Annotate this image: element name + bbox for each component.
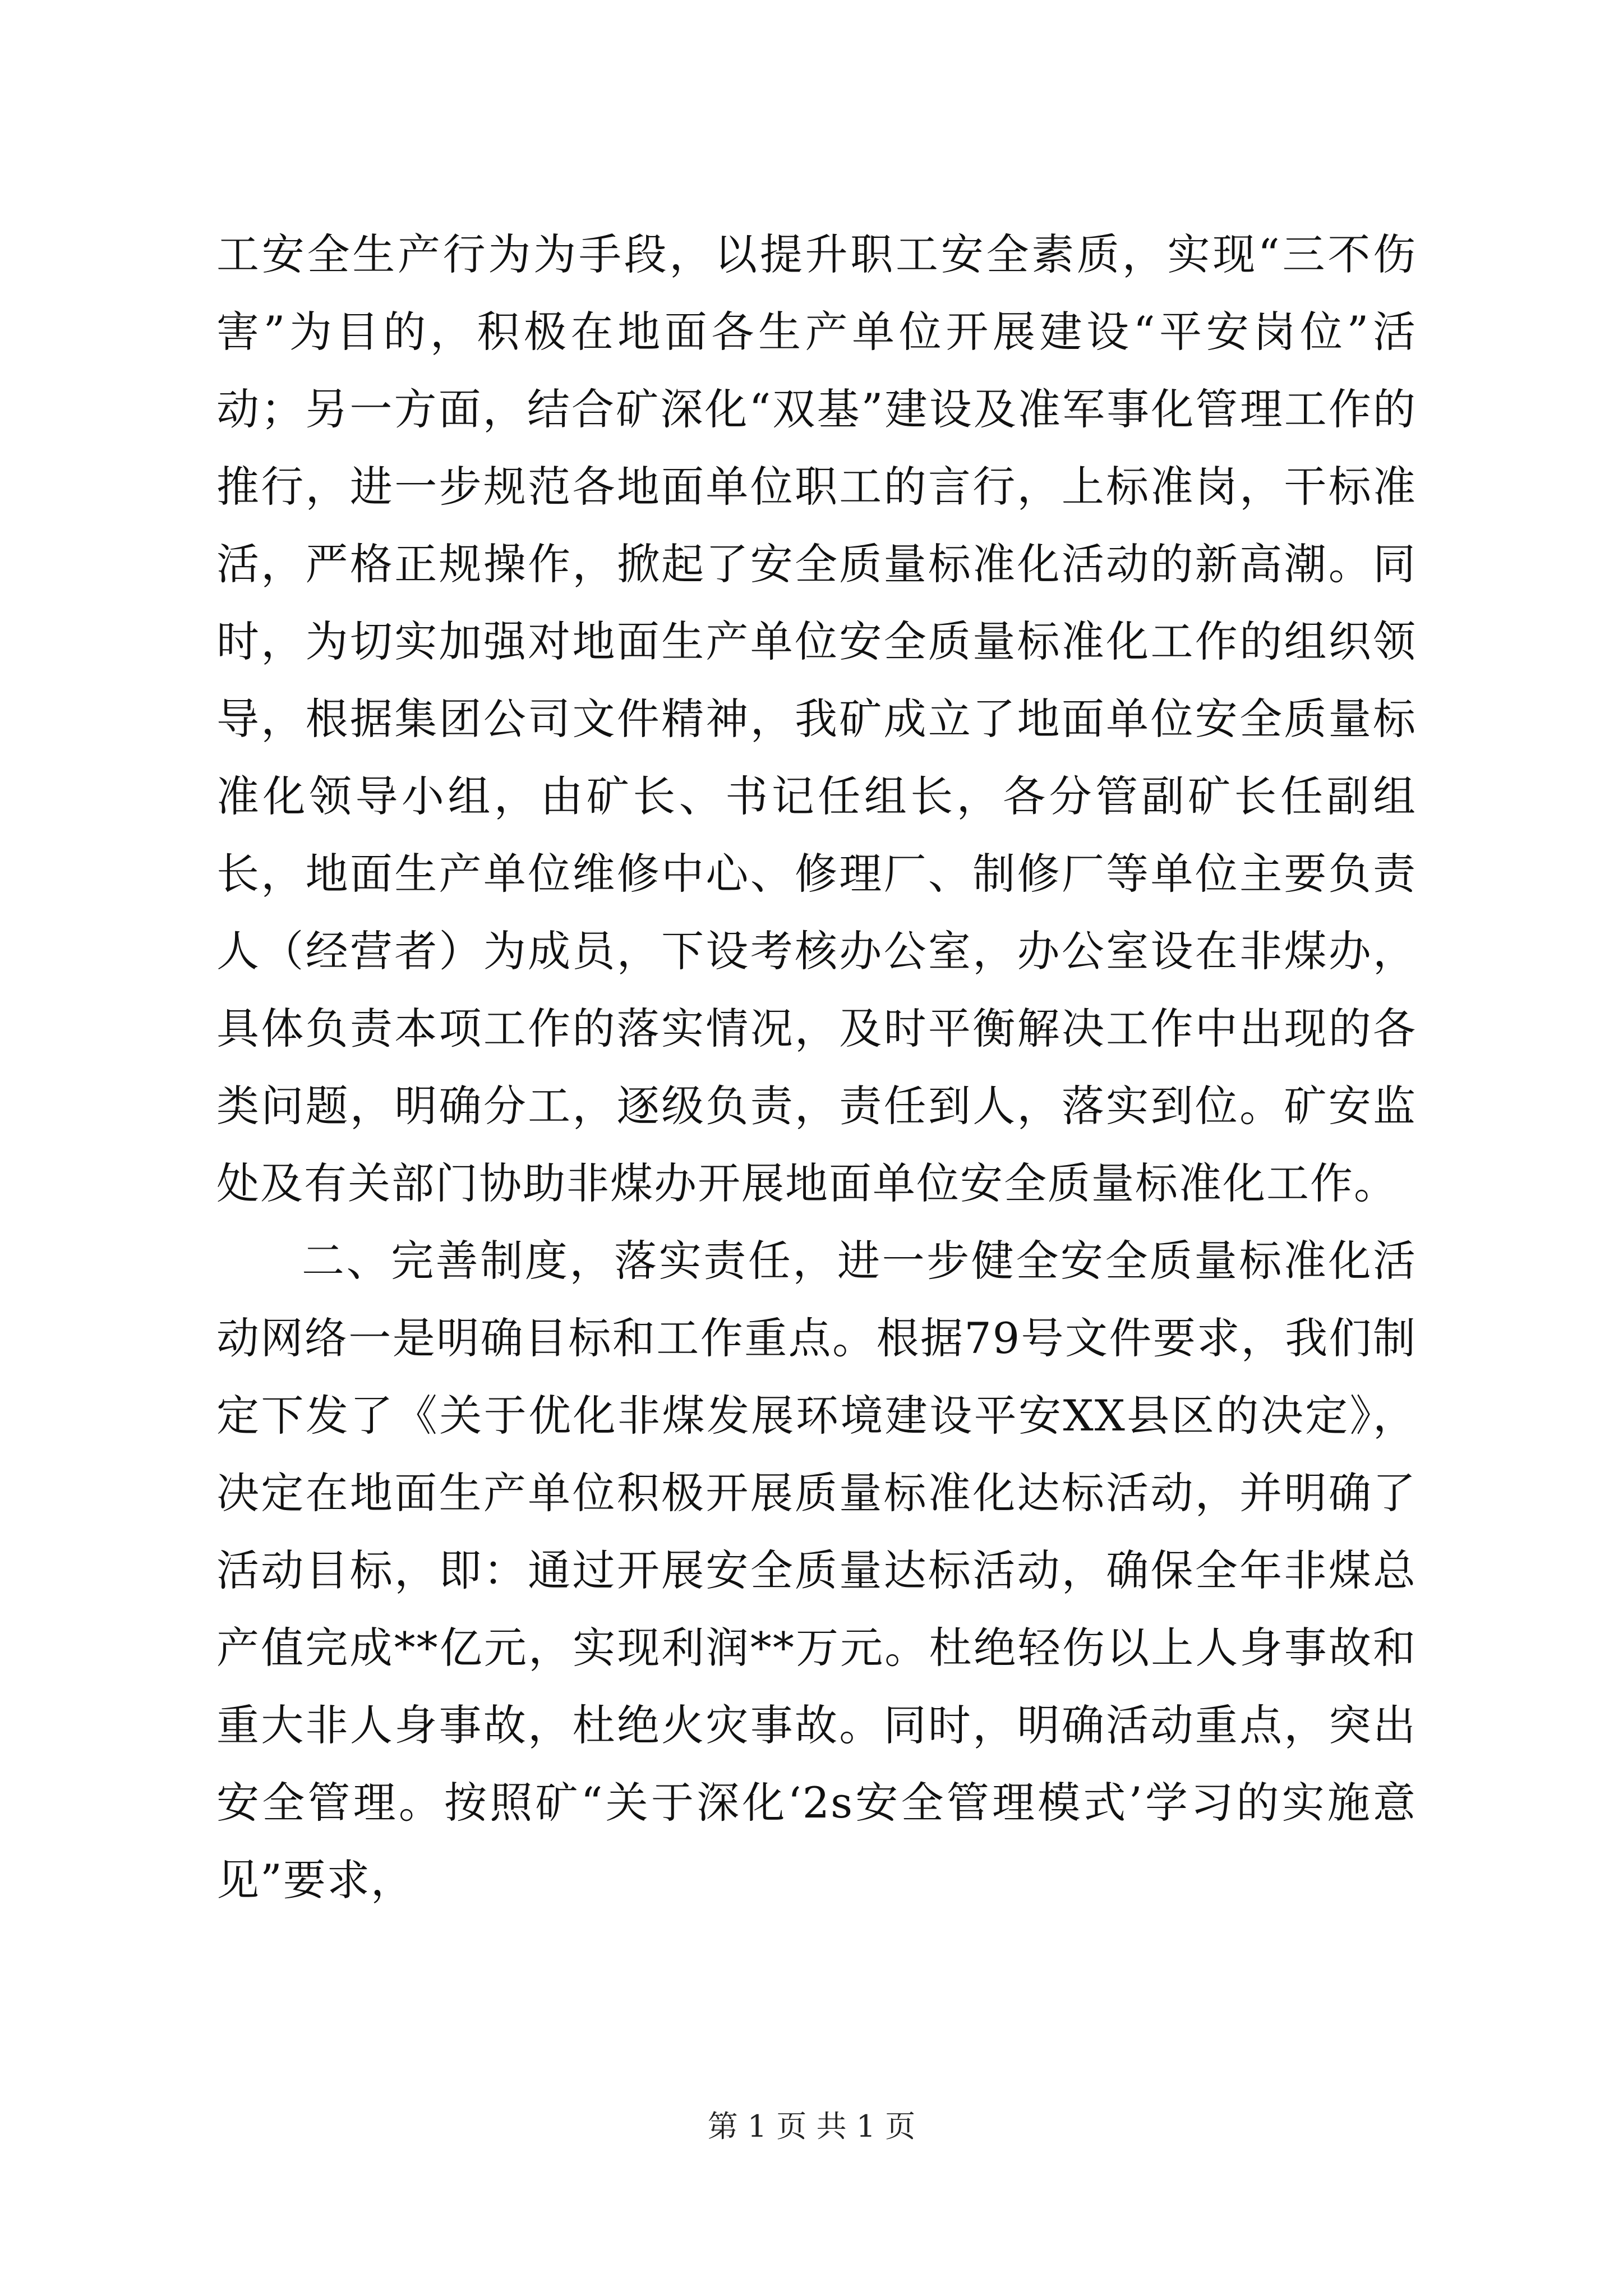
paragraph-section-two: 二、完善制度，落实责任，进一步健全安全质量标准化活动网络一是明确目标和工作重点。根据79号文件要求，我们制定下发了《关于优化非煤发展环境建设平安XX县区的决定》，决定在地面生产单位积极开展质量标准化达标活动，并明确了活动目标，即：通过开展安全质量达标活动，确保全年非煤总产值完成**亿元，实现利润**万元。杜绝轻伤以上人身事故和重大非人身事故，杜绝火灾事故。同时，明确活动重点，突出安全管理。按照矿“关于深化‘2s安全管理模式’学习的实施意见”要求，: [216, 1236, 1417, 1905]
paragraph-continued: 工安全生产行为为手段，以提升职工安全素质，实现“三不伤害”为目的，积极在地面各生产单位开展建设“平安岗位”活动；另一方面，结合矿深化“双基”建设及准军事化管理工作的推行，进一步规范各地面单位职工的言行，上标准岗，干标准活，严格正规操作，掀起了安全质量标准化活动的新高潮。同时，为切实加强对地面生产单位安全质量标准化工作的组织领导，根据集团公司文件精神，我矿成立了地面单位安全质量标准化领导小组，由矿长、书记任组长，各分管副矿长任副组长，地面生产单位维修中心、修理厂、制修厂等单位主要负责人（经营者）为成员，下设考核办公室，办公室设在非煤办，具体负责本项工作的落实情况，及时平衡解决工作中出现的各类问题，明确分工，逐级负责，责任到人，落实到位。矿安监处及有关部门协助非煤办开展地面单位安全质量标准化工作。: [216, 229, 1417, 1208]
page-number-footer: 第 1 页 共 1 页: [707, 2109, 916, 2144]
document-body: [216, 216, 1417, 1919]
